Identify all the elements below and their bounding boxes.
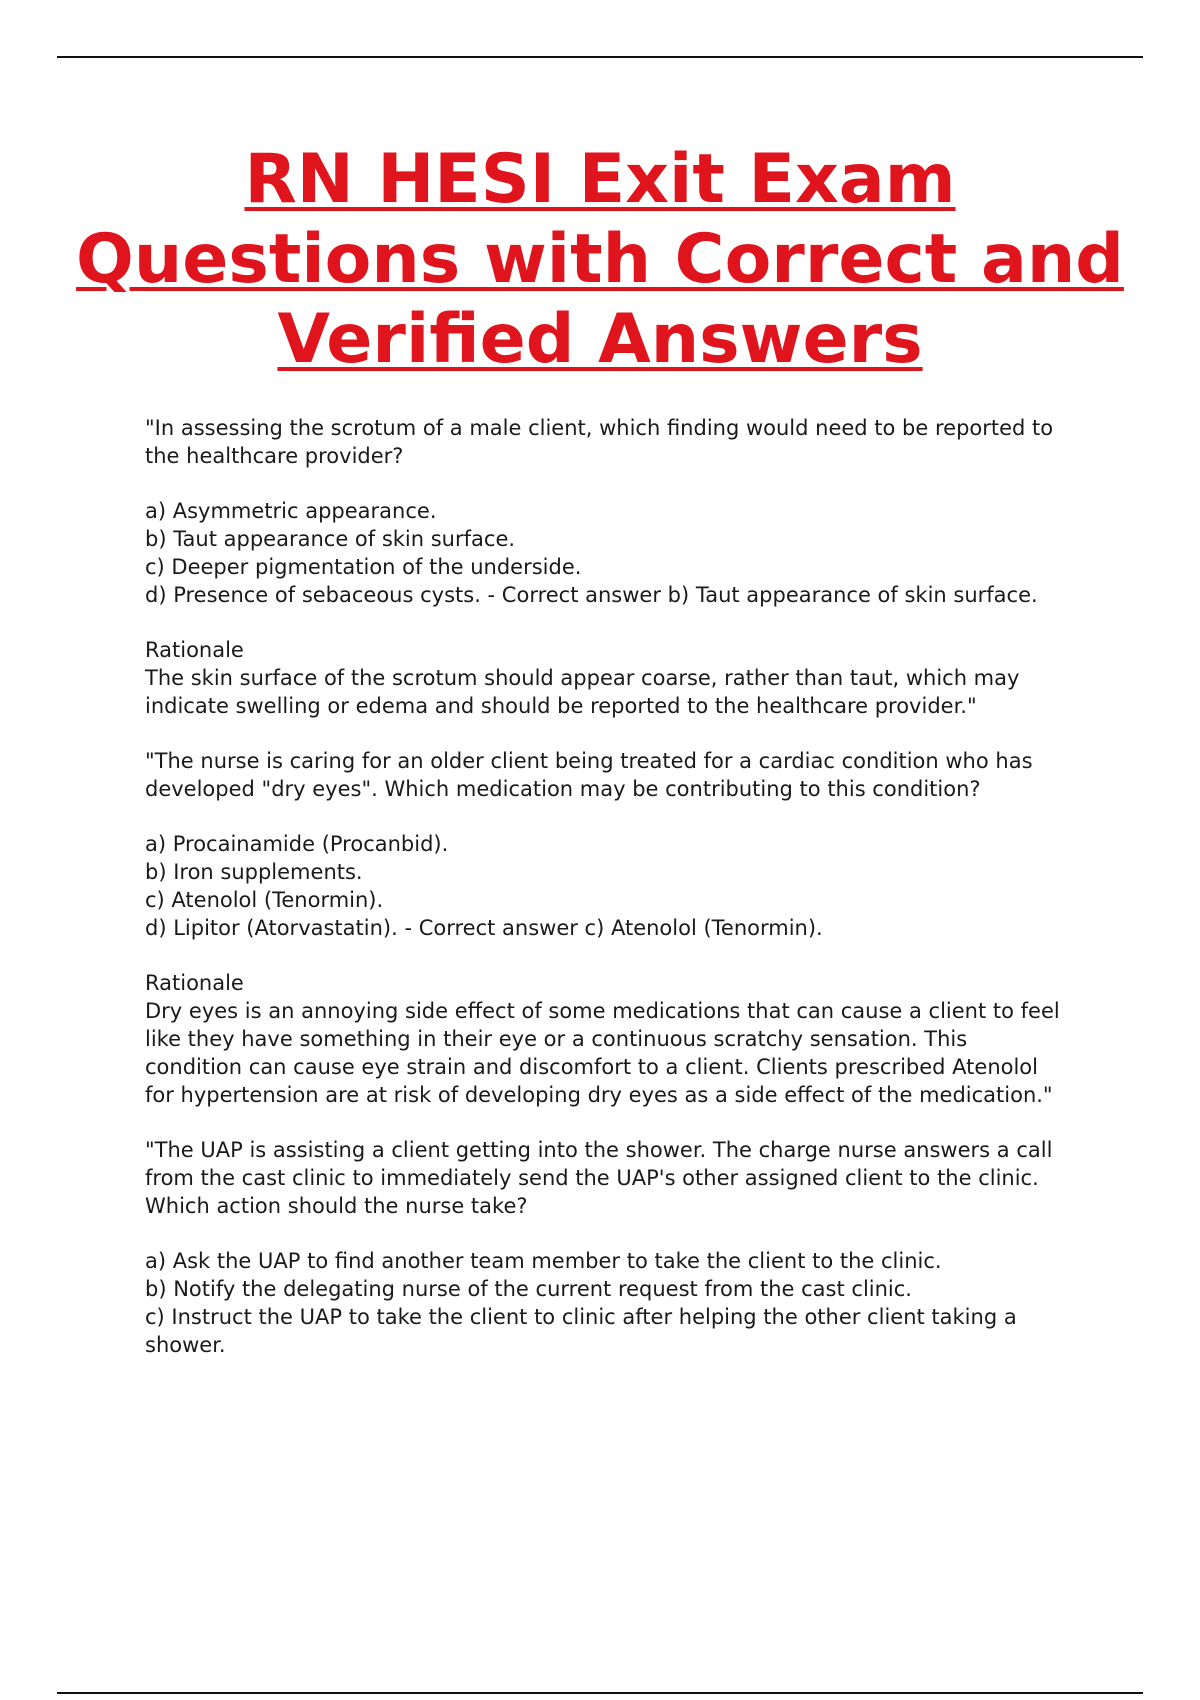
question-1-option-a: a) Asymmetric appearance. <box>145 499 437 523</box>
question-1-rationale: The skin surface of the scrotum should appear coarse, rather than taut, which may indicate swelling or edema and should be reported to the healthcare provider." <box>145 666 1027 718</box>
question-3-stem: "The UAP is assisting a client getting into the shower. The charge nurse answers a call from the cast clinic to immediately send the UAP's other assigned client to the clinic. Which action should the nurse take? <box>145 1138 1060 1218</box>
bottom-rule <box>57 1692 1143 1694</box>
page-title: RN HESI Exit Exam Questions with Correct and Verified Answers <box>76 140 1124 379</box>
question-3-option-a: a) Ask the UAP to find another team member to take the client to the clinic. <box>145 1249 942 1273</box>
top-rule <box>57 56 1143 58</box>
question-2-stem: "The nurse is caring for an older client being treated for a cardiac condition who has developed "dry eyes". Which medication may be contributing to this condition? <box>145 749 1040 801</box>
question-1-option-b: b) Taut appearance of skin surface. <box>145 527 516 551</box>
spacer <box>145 470 1065 497</box>
spacer <box>145 803 1065 830</box>
spacer <box>145 720 1065 747</box>
question-1-option-c: c) Deeper pigmentation of the underside. <box>145 555 582 579</box>
question-2-rationale: Dry eyes is an annoying side effect of some medications that can cause a client to feel like they have something in their eye or a continuous scratchy sensation. This condition can cause eye strain and discomfort to a client. Clients prescribed Atenolol for hypertension are at risk of developing dry eyes as a side effect of the medication." <box>145 999 1067 1107</box>
spacer <box>145 1109 1065 1136</box>
question-2-rationale-heading: Rationale <box>145 971 244 995</box>
question-1-stem: "In assessing the scrotum of a male client, which finding would need to be reported to the healthcare provider? <box>145 416 1060 468</box>
question-2-option-c: c) Atenolol (Tenormin). <box>145 888 384 912</box>
question-3-option-c: c) Instruct the UAP to take the client to clinic after helping the other client taking a shower. <box>145 1305 1024 1357</box>
question-2-option-d-answer: d) Lipitor (Atorvastatin). - Correct answer c) Atenolol (Tenormin). <box>145 916 823 940</box>
spacer <box>145 609 1065 636</box>
question-1-option-d-answer: d) Presence of sebaceous cysts. - Correct answer b) Taut appearance of skin surface. <box>145 583 1038 607</box>
spacer <box>145 942 1065 969</box>
spacer <box>145 1220 1065 1247</box>
question-3-option-b: b) Notify the delegating nurse of the current request from the cast clinic. <box>145 1277 912 1301</box>
question-2-option-b: b) Iron supplements. <box>145 860 363 884</box>
question-1-rationale-heading: Rationale <box>145 638 244 662</box>
question-2-option-a: a) Procainamide (Procanbid). <box>145 832 449 856</box>
document-body <box>145 414 1065 1359</box>
